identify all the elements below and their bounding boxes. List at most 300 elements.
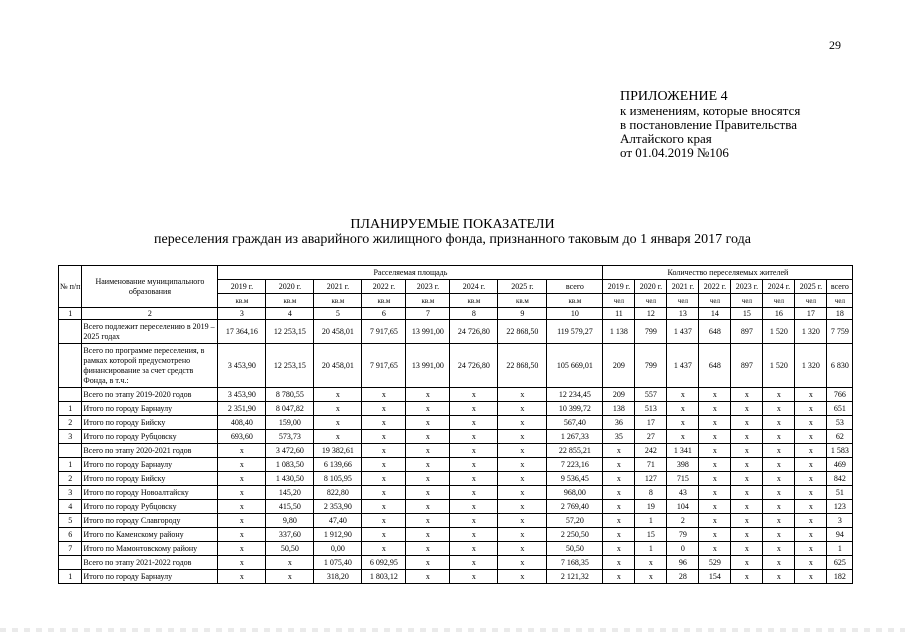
data-cell: 47,40	[314, 514, 362, 528]
unit-header: чел	[731, 294, 763, 308]
data-cell: x	[362, 472, 406, 486]
data-cell: x	[314, 402, 362, 416]
year-header: 2024 г.	[450, 280, 498, 294]
data-cell: 13 991,00	[406, 320, 450, 344]
row-number: 3	[59, 430, 82, 444]
data-cell: 1 267,33	[547, 430, 603, 444]
data-cell: x	[667, 430, 699, 444]
data-cell: x	[731, 570, 763, 584]
data-cell: x	[731, 458, 763, 472]
data-cell: 715	[667, 472, 699, 486]
data-cell: x	[699, 514, 731, 528]
unit-header: кв.м	[314, 294, 362, 308]
data-cell: 12 253,15	[266, 344, 314, 388]
data-cell: x	[667, 416, 699, 430]
data-cell: 968,00	[547, 486, 603, 500]
data-cell: 1	[827, 542, 853, 556]
year-header: 2022 г.	[362, 280, 406, 294]
unit-header: кв.м	[498, 294, 547, 308]
data-cell: 897	[731, 344, 763, 388]
year-header: 2020 г.	[266, 280, 314, 294]
year-header: 2019 г.	[218, 280, 266, 294]
data-cell: x	[362, 388, 406, 402]
table-row	[59, 458, 853, 472]
data-cell: 1 520	[763, 344, 795, 388]
data-cell: x	[498, 416, 547, 430]
data-cell: x	[699, 402, 731, 416]
data-cell: x	[406, 416, 450, 430]
column-number: 7	[406, 308, 450, 320]
data-cell: x	[406, 528, 450, 542]
data-cell: 8	[635, 486, 667, 500]
data-cell: 822,80	[314, 486, 362, 500]
data-cell: 2 353,90	[314, 500, 362, 514]
row-number	[59, 444, 82, 458]
table-row	[59, 542, 853, 556]
data-cell: 123	[827, 500, 853, 514]
data-cell: x	[362, 430, 406, 444]
table-row	[59, 388, 853, 402]
data-cell: x	[218, 458, 266, 472]
data-cell: 50,50	[266, 542, 314, 556]
data-cell: 12 253,15	[266, 320, 314, 344]
year-header: 2021 г.	[314, 280, 362, 294]
column-number: 14	[699, 308, 731, 320]
year-header: всего	[547, 280, 603, 294]
data-cell: 104	[667, 500, 699, 514]
column-number: 17	[795, 308, 827, 320]
data-cell: x	[795, 500, 827, 514]
unit-header: чел	[667, 294, 699, 308]
unit-header: кв.м	[266, 294, 314, 308]
data-cell: x	[731, 402, 763, 416]
data-cell: x	[795, 514, 827, 528]
data-cell: 57,20	[547, 514, 603, 528]
data-cell: x	[763, 444, 795, 458]
data-cell: 648	[699, 320, 731, 344]
data-cell: x	[699, 542, 731, 556]
row-name: Всего по программе переселения, в рамках которой предусмотрено финансирование за счет средств Фонда, в т.ч.:	[82, 344, 218, 388]
row-number: 3	[59, 486, 82, 500]
data-cell: x	[731, 416, 763, 430]
table-row	[59, 320, 853, 344]
data-cell: 12 234,45	[547, 388, 603, 402]
row-name: Всего по этапу 2020-2021 годов	[82, 444, 218, 458]
data-cell: x	[763, 500, 795, 514]
data-cell: x	[699, 500, 731, 514]
column-number-row	[59, 308, 853, 320]
data-cell: x	[498, 430, 547, 444]
data-cell: 7 759	[827, 320, 853, 344]
data-cell: x	[795, 458, 827, 472]
data-cell: x	[603, 458, 635, 472]
data-cell: x	[763, 416, 795, 430]
unit-header: чел	[827, 294, 853, 308]
data-cell: x	[362, 486, 406, 500]
data-cell: x	[218, 472, 266, 486]
data-cell: 13 991,00	[406, 344, 450, 388]
data-cell: x	[699, 528, 731, 542]
data-cell: 2 769,40	[547, 500, 603, 514]
appendix-title: ПРИЛОЖЕНИЕ 4	[620, 89, 728, 104]
data-cell: 1 912,90	[314, 528, 362, 542]
data-cell: 513	[635, 402, 667, 416]
appendix-line: к изменениям, которые вносятся	[620, 103, 801, 118]
data-cell: 127	[635, 472, 667, 486]
data-cell: x	[362, 542, 406, 556]
year-header: всего	[827, 280, 853, 294]
page-number: 29	[829, 38, 841, 52]
data-cell: x	[406, 430, 450, 444]
data-cell: 35	[603, 430, 635, 444]
data-cell: x	[498, 528, 547, 542]
table-row	[59, 402, 853, 416]
data-cell: 10 399,72	[547, 402, 603, 416]
data-cell: x	[763, 528, 795, 542]
data-cell: x	[603, 514, 635, 528]
data-cell: x	[763, 514, 795, 528]
year-header: 2025 г.	[795, 280, 827, 294]
column-number: 10	[547, 308, 603, 320]
year-header: 2025 г.	[498, 280, 547, 294]
data-cell: 3	[827, 514, 853, 528]
data-cell: x	[218, 444, 266, 458]
row-number	[59, 320, 82, 344]
data-cell: 209	[603, 388, 635, 402]
data-cell: 7 917,65	[362, 344, 406, 388]
data-cell: 625	[827, 556, 853, 570]
data-cell: x	[699, 486, 731, 500]
row-name: Итого по городу Рубцовску	[82, 430, 218, 444]
unit-header: кв.м	[406, 294, 450, 308]
data-cell: x	[362, 444, 406, 458]
data-cell: x	[406, 514, 450, 528]
data-cell: x	[498, 388, 547, 402]
data-cell: x	[731, 556, 763, 570]
data-cell: x	[406, 402, 450, 416]
data-cell: 145,20	[266, 486, 314, 500]
row-name: Итого по городу Бийску	[82, 472, 218, 486]
data-cell: x	[603, 444, 635, 458]
document-title	[0, 217, 905, 247]
data-cell: 24 726,80	[450, 320, 498, 344]
scan-artifact	[0, 628, 905, 632]
data-cell: x	[450, 570, 498, 584]
data-cell: x	[699, 458, 731, 472]
data-cell: x	[406, 500, 450, 514]
column-number: 18	[827, 308, 853, 320]
table-row	[59, 430, 853, 444]
year-header: 2023 г.	[731, 280, 763, 294]
data-cell: 2	[667, 514, 699, 528]
data-cell: 79	[667, 528, 699, 542]
data-cell: x	[603, 556, 635, 570]
data-cell: x	[362, 416, 406, 430]
data-cell: x	[795, 486, 827, 500]
data-cell: x	[450, 430, 498, 444]
data-cell: x	[731, 542, 763, 556]
column-number: 3	[218, 308, 266, 320]
data-cell: 22 855,21	[547, 444, 603, 458]
row-number: 1	[59, 402, 82, 416]
data-cell: x	[603, 570, 635, 584]
data-cell: 6 139,66	[314, 458, 362, 472]
data-cell: x	[795, 528, 827, 542]
data-cell: x	[498, 458, 547, 472]
data-cell: x	[218, 542, 266, 556]
data-cell: 3 453,90	[218, 344, 266, 388]
row-name: Итого по Каменскому району	[82, 528, 218, 542]
data-cell: x	[314, 388, 362, 402]
data-cell: 7 223,16	[547, 458, 603, 472]
table-row	[59, 344, 853, 388]
data-cell: 24 726,80	[450, 344, 498, 388]
unit-header: кв.м	[362, 294, 406, 308]
data-cell: 17	[635, 416, 667, 430]
unit-header: чел	[635, 294, 667, 308]
data-cell: 96	[667, 556, 699, 570]
table-row	[59, 416, 853, 430]
data-cell: x	[498, 570, 547, 584]
column-number: 9	[498, 308, 547, 320]
data-cell: 51	[827, 486, 853, 500]
data-cell: x	[450, 486, 498, 500]
title-line-2: переселения граждан из аварийного жилищного фонда, признанного таковым до 1 января 2017 года	[154, 232, 751, 247]
data-cell: 154	[699, 570, 731, 584]
data-cell: 17 364,16	[218, 320, 266, 344]
appendix-line: от 01.04.2019 №106	[620, 145, 729, 160]
data-cell: x	[406, 556, 450, 570]
data-cell: 15	[635, 528, 667, 542]
data-cell: x	[699, 388, 731, 402]
data-cell: x	[731, 444, 763, 458]
data-cell: 1 320	[795, 320, 827, 344]
data-cell: x	[450, 542, 498, 556]
data-cell: 1 583	[827, 444, 853, 458]
data-cell: 62	[827, 430, 853, 444]
data-cell: 651	[827, 402, 853, 416]
data-cell: 159,00	[266, 416, 314, 430]
unit-header: кв.м	[218, 294, 266, 308]
data-cell: 1	[635, 542, 667, 556]
data-cell: 3 453,90	[218, 388, 266, 402]
data-cell: x	[406, 458, 450, 472]
data-cell: 27	[635, 430, 667, 444]
data-cell: 36	[603, 416, 635, 430]
row-name: Итого по городу Барнаулу	[82, 402, 218, 416]
table-row	[59, 570, 853, 584]
data-cell: 8 780,55	[266, 388, 314, 402]
data-cell: x	[763, 556, 795, 570]
data-cell: 1 520	[763, 320, 795, 344]
data-cell: x	[498, 556, 547, 570]
data-cell: x	[731, 528, 763, 542]
data-cell: 1 083,50	[266, 458, 314, 472]
data-cell: x	[498, 402, 547, 416]
data-cell: x	[699, 444, 731, 458]
data-cell: x	[266, 556, 314, 570]
data-cell: 1	[635, 514, 667, 528]
data-cell: x	[498, 486, 547, 500]
row-name: Всего подлежит переселению в 2019 – 2025 годах	[82, 320, 218, 344]
data-cell: x	[218, 556, 266, 570]
appendix-line: Алтайского края	[620, 131, 712, 146]
area-group-header: Расселяемая площадь	[218, 266, 603, 280]
data-cell: x	[763, 402, 795, 416]
data-cell: 766	[827, 388, 853, 402]
data-cell: 7 917,65	[362, 320, 406, 344]
data-cell: x	[603, 472, 635, 486]
data-cell: 415,50	[266, 500, 314, 514]
data-cell: x	[763, 570, 795, 584]
indicators-table	[58, 265, 853, 584]
data-cell: 6 092,95	[362, 556, 406, 570]
data-cell: 557	[635, 388, 667, 402]
row-name: Итого по городу Рубцовску	[82, 500, 218, 514]
data-cell: x	[731, 472, 763, 486]
table-row	[59, 556, 853, 570]
data-cell: 19	[635, 500, 667, 514]
data-cell: x	[603, 528, 635, 542]
data-cell: 1 803,12	[362, 570, 406, 584]
row-name: Итого по городу Бийску	[82, 416, 218, 430]
data-cell: 1 341	[667, 444, 699, 458]
data-cell: x	[450, 556, 498, 570]
title-line-1: ПЛАНИРУЕМЫЕ ПОКАЗАТЕЛИ	[350, 217, 555, 232]
data-cell: 1 437	[667, 320, 699, 344]
data-cell: x	[406, 444, 450, 458]
data-cell: x	[795, 472, 827, 486]
data-cell: x	[406, 472, 450, 486]
data-cell: 182	[827, 570, 853, 584]
data-cell: x	[406, 486, 450, 500]
data-cell: 842	[827, 472, 853, 486]
row-number	[59, 388, 82, 402]
data-cell: 398	[667, 458, 699, 472]
table-row	[59, 472, 853, 486]
data-cell: 105 669,01	[547, 344, 603, 388]
data-cell: 529	[699, 556, 731, 570]
data-cell: 8 047,82	[266, 402, 314, 416]
data-cell: 318,20	[314, 570, 362, 584]
data-cell: 469	[827, 458, 853, 472]
data-cell: 693,60	[218, 430, 266, 444]
column-number: 16	[763, 308, 795, 320]
appendix-line: в постановление Правительства	[620, 117, 797, 132]
data-cell: x	[699, 416, 731, 430]
data-cell: x	[795, 416, 827, 430]
data-cell: x	[795, 402, 827, 416]
data-cell: x	[362, 458, 406, 472]
row-name: Итого по городу Славгороду	[82, 514, 218, 528]
data-cell: 9 536,45	[547, 472, 603, 486]
data-cell: x	[450, 528, 498, 542]
data-cell: x	[498, 542, 547, 556]
data-cell: 0,00	[314, 542, 362, 556]
data-cell: x	[731, 486, 763, 500]
row-name: Итого по городу Новоалтайску	[82, 486, 218, 500]
data-cell: x	[498, 514, 547, 528]
data-cell: x	[314, 416, 362, 430]
column-number: 11	[603, 308, 635, 320]
data-cell: 1 320	[795, 344, 827, 388]
row-number: 1	[59, 458, 82, 472]
row-name: Всего по этапу 2021-2022 годов	[82, 556, 218, 570]
data-cell: x	[450, 514, 498, 528]
data-cell: 0	[667, 542, 699, 556]
data-cell: 799	[635, 320, 667, 344]
data-cell: x	[667, 402, 699, 416]
data-cell: 119 579,27	[547, 320, 603, 344]
data-cell: x	[603, 486, 635, 500]
data-cell: x	[699, 472, 731, 486]
data-cell: 1 437	[667, 344, 699, 388]
row-number	[59, 344, 82, 388]
column-number: 4	[266, 308, 314, 320]
table-row	[59, 444, 853, 458]
col-no-header: № п/п	[59, 266, 82, 308]
row-number: 6	[59, 528, 82, 542]
data-cell: 138	[603, 402, 635, 416]
data-cell: 337,60	[266, 528, 314, 542]
column-number: 6	[362, 308, 406, 320]
data-cell: x	[763, 542, 795, 556]
data-cell: 408,40	[218, 416, 266, 430]
row-name: Итого по городу Барнаулу	[82, 458, 218, 472]
column-number: 8	[450, 308, 498, 320]
row-number: 7	[59, 542, 82, 556]
table-row	[59, 486, 853, 500]
row-number: 5	[59, 514, 82, 528]
data-cell: x	[498, 500, 547, 514]
people-group-header: Количество переселяемых жителей	[603, 266, 853, 280]
data-cell: 2 351,90	[218, 402, 266, 416]
data-cell: x	[450, 500, 498, 514]
data-cell: 50,50	[547, 542, 603, 556]
data-cell: x	[635, 570, 667, 584]
data-cell: x	[603, 500, 635, 514]
year-header: 2020 г.	[635, 280, 667, 294]
data-cell: 7 168,35	[547, 556, 603, 570]
data-cell: 20 458,01	[314, 344, 362, 388]
column-number: 2	[82, 308, 218, 320]
data-cell: x	[266, 570, 314, 584]
data-cell: x	[218, 486, 266, 500]
data-cell: x	[795, 542, 827, 556]
data-cell: 22 868,50	[498, 344, 547, 388]
unit-header: чел	[603, 294, 635, 308]
data-cell: 28	[667, 570, 699, 584]
data-cell: x	[362, 402, 406, 416]
data-cell: x	[667, 388, 699, 402]
data-cell: 2 121,32	[547, 570, 603, 584]
data-cell: 8 105,95	[314, 472, 362, 486]
data-cell: x	[603, 542, 635, 556]
data-cell: x	[699, 430, 731, 444]
data-cell: x	[731, 500, 763, 514]
data-cell: 573,73	[266, 430, 314, 444]
data-cell: 94	[827, 528, 853, 542]
data-cell: x	[731, 430, 763, 444]
data-cell: 20 458,01	[314, 320, 362, 344]
data-cell: x	[763, 486, 795, 500]
appendix-block	[620, 90, 800, 160]
data-cell: x	[450, 472, 498, 486]
data-cell: x	[763, 458, 795, 472]
year-header: 2021 г.	[667, 280, 699, 294]
data-cell: x	[362, 528, 406, 542]
data-cell: x	[450, 388, 498, 402]
